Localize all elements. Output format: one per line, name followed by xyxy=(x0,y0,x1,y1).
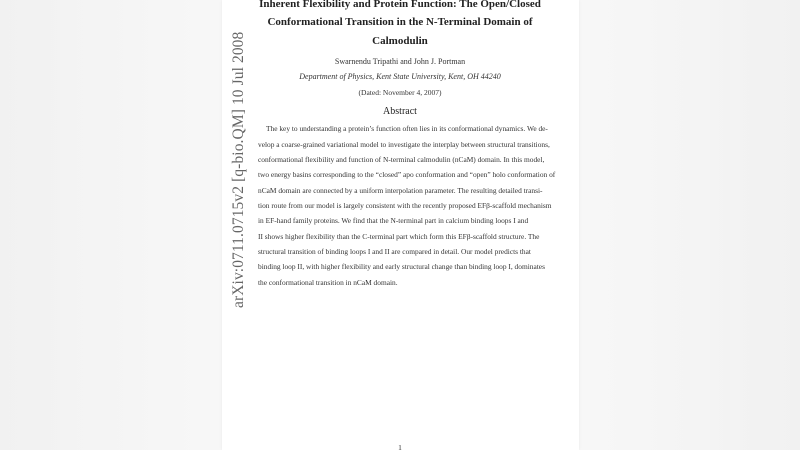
paper-title-line-1: Inherent Flexibility and Protein Function: The Open/Closed xyxy=(259,0,541,10)
authors: Swarnendu Tripathi and John J. Portman xyxy=(334,57,466,66)
page-number: 1 xyxy=(398,443,402,450)
paper-title-line-3: Calmodulin xyxy=(372,35,428,47)
abstract-line: conformational flexibility and function of N-terminal calmodulin (nCaM) domain. In this model, xyxy=(258,155,545,164)
abstract-heading: Abstract xyxy=(383,106,417,117)
abstract-line: in EF-hand family proteins. We find that the N-terminal part in calcium binding loops I and xyxy=(258,216,529,225)
abstract-line: two energy basins corresponding to the “closed” apo conformation and “open” holo conformation of xyxy=(258,170,556,179)
abstract-line: binding loop II, with higher flexibility and early structural change than binding loop I, dominates xyxy=(258,262,545,271)
arxiv-stamp: arXiv:0711.0715v2 [q-bio.QM] 10 Jul 2008 xyxy=(230,31,247,308)
affiliation: Department of Physics, Kent State University, Kent, OH 44240 xyxy=(299,72,501,81)
abstract-line: the conformational transition in nCaM domain. xyxy=(258,278,398,287)
abstract-line: tion route from our model is largely consistent with the recently proposed EFβ-scaffold mechanism xyxy=(258,201,552,210)
date: (Dated: November 4, 2007) xyxy=(358,88,442,97)
paper-title-line-2: Conformational Transition in the N-Terminal Domain of xyxy=(267,16,533,28)
abstract-line: nCaM domain are connected by a uniform interpolation parameter. The resulting detailed transi- xyxy=(258,186,543,195)
abstract-line: velop a coarse-grained variational model to investigate the interplay between structural transitions, xyxy=(258,140,550,149)
abstract-line: II shows higher flexibility than the C-terminal part which form this EFβ-scaffold structure. The xyxy=(258,232,540,241)
abstract-line: The key to understanding a protein’s function often lies in its conformational dynamics. We de- xyxy=(266,124,548,133)
abstract-line: structural transition of binding loops I and II are compared in detail. Our model predicts that xyxy=(258,247,531,256)
